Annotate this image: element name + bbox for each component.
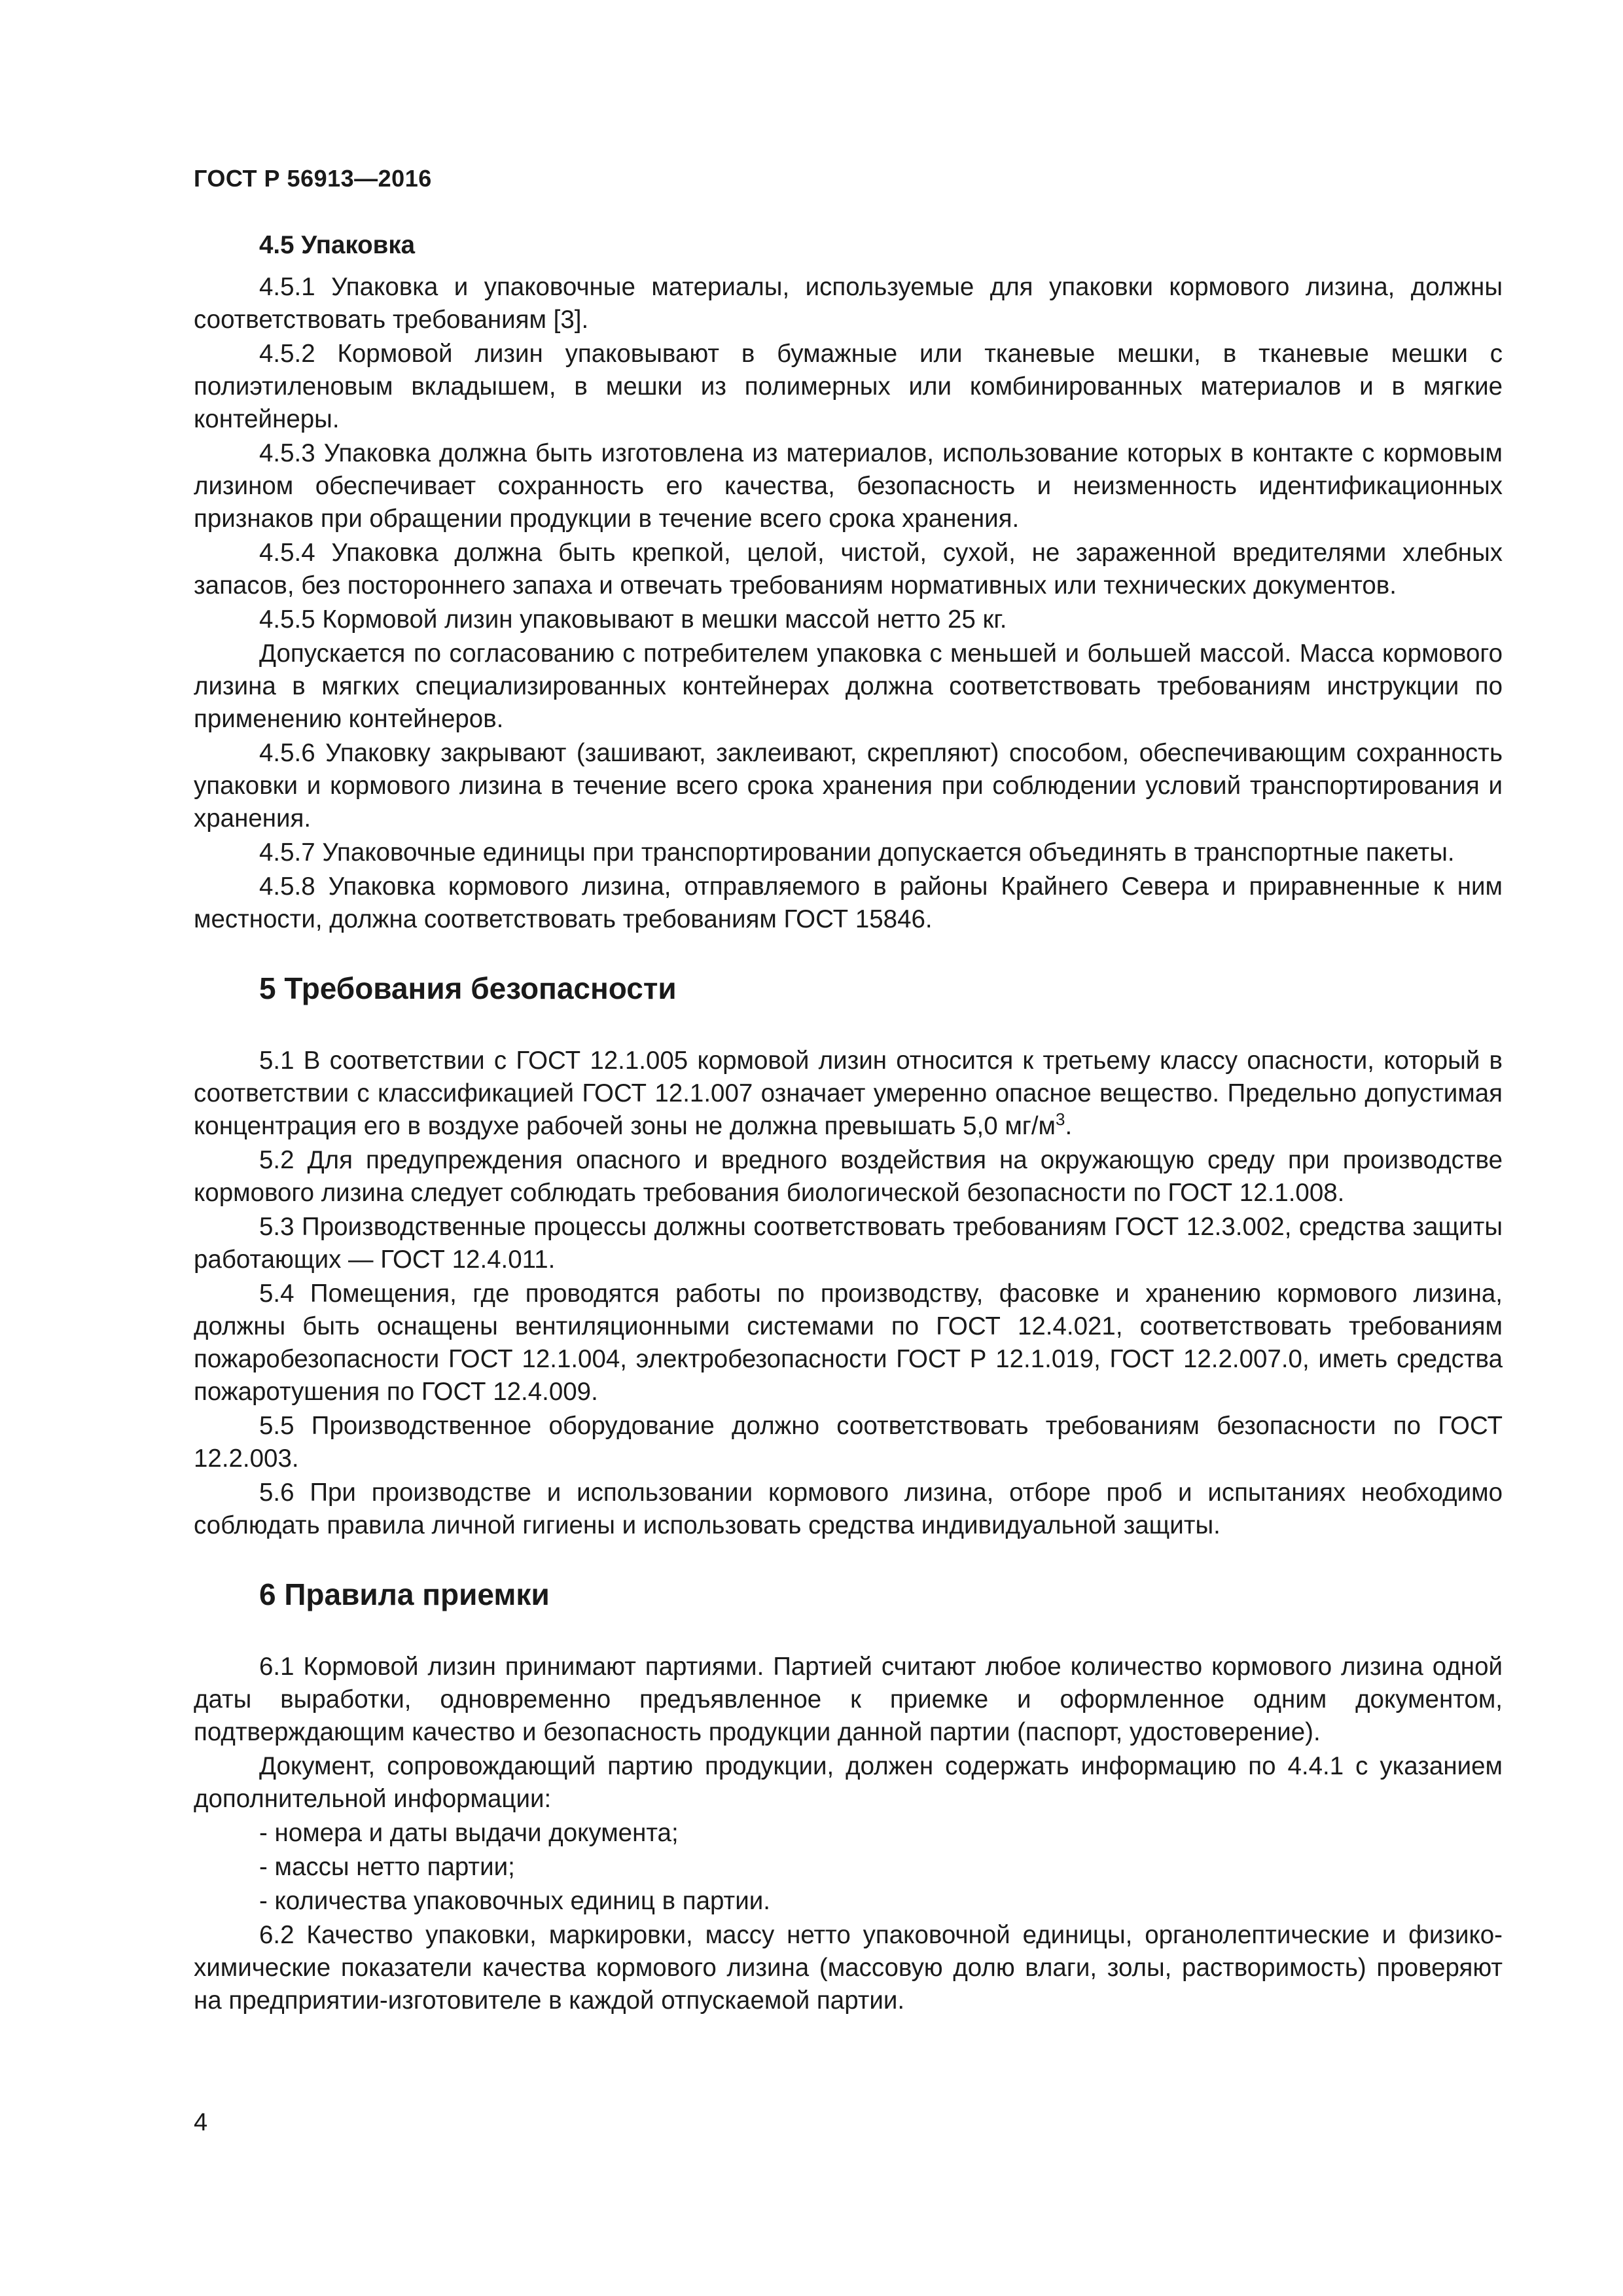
page-content <box>194 229 1503 2018</box>
paragraph: Документ, сопровождающий партию продукции, должен содержать информацию по 4.4.1 с указанием дополнительной информации: <box>194 1752 1503 1813</box>
section-4-5-body <box>194 271 1503 936</box>
paragraph: 5.4 Помещения, где проводятся работы по производству, фасовке и хранению кормового лизина, должны быть оснащены вентиляционными системами по ГОСТ 12.4.021, соответствовать требованиям пожаробезопасности ГОСТ 12.1.004, электробезопасности ГОСТ Р 12.1.019, ГОСТ 12.2.007.0, иметь средства пожаротушения по ГОСТ 12.4.009. <box>194 1280 1503 1406</box>
section-4-5-title: 4.5 Упаковка <box>259 231 415 259</box>
paragraph: 4.5.4 Упаковка должна быть крепкой, целой, чистой, сухой, не зараженной вредителями хлебных запасов, без постороннего запаха и отвечать требованиям нормативных или технических документов. <box>194 539 1503 600</box>
paragraph: 4.5.5 Кормовой лизин упаковывают в мешки массой нетто 25 кг. <box>259 605 1007 634</box>
paragraph-text: 5.1 В соответствии с ГОСТ 12.1.005 кормовой лизин относится к третьему классу опасности, который в соответствии с классификацией ГОСТ 12.1.007 означает умеренно опасное вещество. Предельно допустимая концентрация его в воздухе рабочей зоны не должна превышать 5,0 мг/м <box>194 1047 1503 1140</box>
paragraph: 6.2 Качество упаковки, маркировки, массу нетто упаковочной единицы, органолептические и физико-химические показатели качества кормового лизина (массовую долю влаги, золы, растворимость) проверяют на предприятии-изготовителе в каждой отпускаемой партии. <box>194 1921 1503 2015</box>
paragraph: 6.1 Кормовой лизин принимают партиями. Партией считают любое количество кормового лизина одной даты выработки, одновременно предъявленное к приемке и оформленное одним документом, подтверждающим качество и безопасность продукции данной партии (паспорт, удостоверение). <box>194 1653 1503 1746</box>
paragraph: 5.6 При производстве и использовании кормового лизина, отборе проб и испытаниях необходимо соблюдать правила личной гигиены и использовать средства индивидуальной защиты. <box>194 1479 1503 1539</box>
section-5-body <box>194 1045 1503 1542</box>
section-6-body <box>194 1651 1503 2017</box>
superscript: 3 <box>1056 1109 1065 1130</box>
document-header: ГОСТ Р 56913—2016 <box>194 165 432 192</box>
page-number: 4 <box>194 2109 208 2136</box>
paragraph: 4.5.1 Упаковка и упаковочные материалы, используемые для упаковки кормового лизина, должны соответствовать требованиям [3]. <box>194 273 1503 334</box>
list-item: - количества упаковочных единиц в партии. <box>259 1887 770 1915</box>
section-6-title: 6 Правила приемки <box>259 1577 550 1611</box>
paragraph: 4.5.8 Упаковка кормового лизина, отправляемого в районы Крайнего Севера и приравненные к ним местности, должна соответствовать требованиям ГОСТ 15846. <box>194 872 1503 933</box>
paragraph: 5.2 Для предупреждения опасного и вредного воздействия на окружающую среду при производстве кормового лизина следует соблюдать требования биологической безопасности по ГОСТ 12.1.008. <box>194 1146 1503 1207</box>
paragraph-5-1 <box>194 1045 1503 1143</box>
section-5-title: 5 Требования безопасности <box>259 971 677 1005</box>
paragraph: 4.5.2 Кормовой лизин упаковывают в бумажные или тканевые мешки, в тканевые мешки с полиэтиленовым вкладышем, в мешки из полимерных или комбинированных материалов и в мягкие контейнеры. <box>194 340 1503 433</box>
list-item: - массы нетто партии; <box>259 1853 515 1881</box>
list-item: - номера и даты выдачи документа; <box>259 1819 679 1847</box>
paragraph: Допускается по согласованию с потребителем упаковка с меньшей и большей массой. Масса кормового лизина в мягких специализированных контейнерах должна соответствовать требованиям инструкции по применению контейнеров. <box>194 639 1503 733</box>
paragraph: 5.3 Производственные процессы должны соответствовать требованиям ГОСТ 12.3.002, средства защиты работающих — ГОСТ 12.4.011. <box>194 1213 1503 1274</box>
paragraph: 4.5.3 Упаковка должна быть изготовлена из материалов, использование которых в контакте с кормовым лизином обеспечивает сохранность его качества, безопасность и неизменность идентификационных признаков при обращении продукции в течение всего срока хранения. <box>194 439 1503 533</box>
paragraph: 5.5 Производственное оборудование должно соответствовать требованиям безопасности по ГОСТ 12.2.003. <box>194 1412 1503 1473</box>
paragraph: 4.5.7 Упаковочные единицы при транспортировании допускается объединять в транспортные пакеты. <box>259 838 1455 867</box>
paragraph-end: . <box>1065 1112 1073 1140</box>
paragraph: 4.5.6 Упаковку закрывают (зашивают, заклеивают, скрепляют) способом, обеспечивающим сохранность упаковки и кормового лизина в течение всего срока хранения при соблюдении условий транспортирования и хранения. <box>194 739 1503 833</box>
